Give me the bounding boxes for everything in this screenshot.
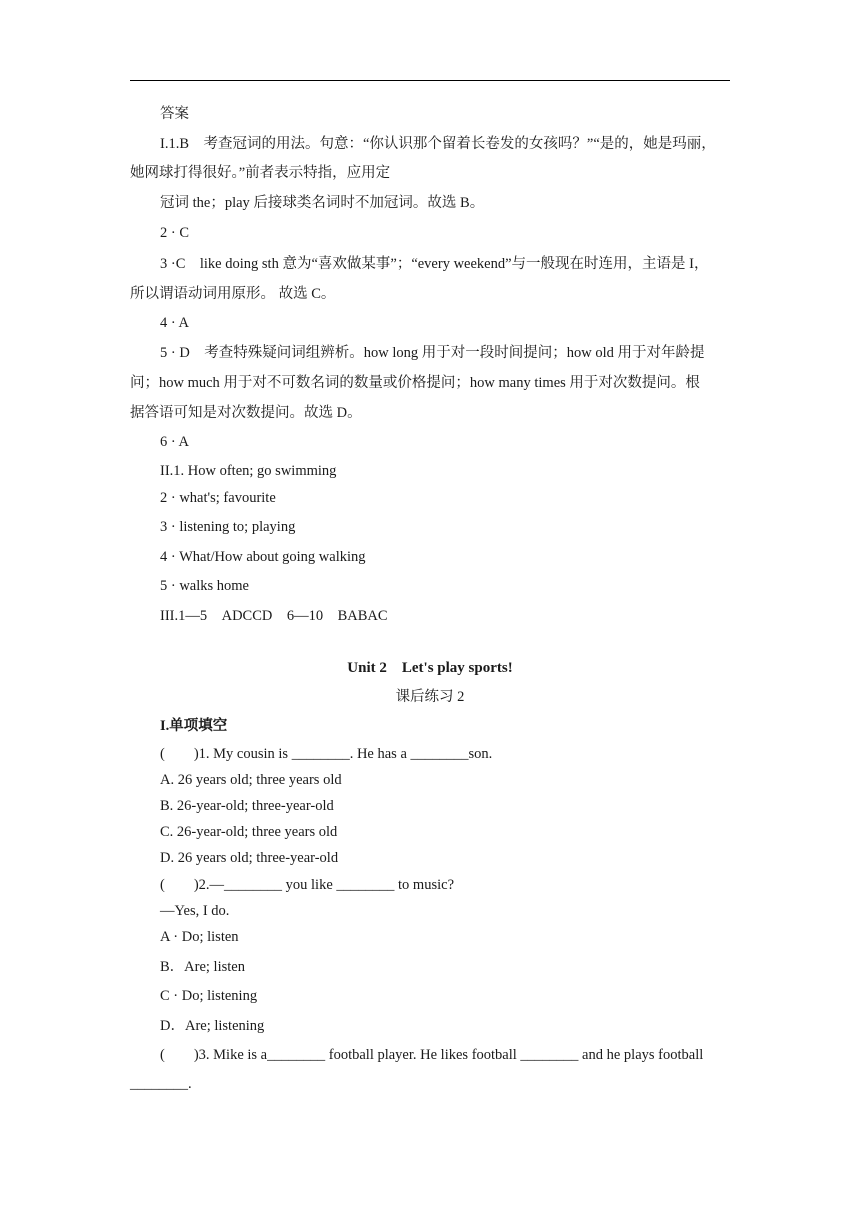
header-rule [130,80,730,81]
answer-3-line-1: 3 ·C like doing sth 意为“喜欢做某事”；“every weekend”与一般现在时连用，主语是 I， [160,256,709,272]
answer-ii-2: 2 · what's; favourite [160,490,276,506]
unit-title: Unit 2 Let's play sports! [347,660,513,676]
answer-4: 4 · A [160,315,189,331]
question-3-line-1: ( )3. Mike is a________ football player. He likes football ________ and he plays football [160,1047,704,1063]
answer-ii-5: 5 · walks home [160,578,249,594]
answer-iii: III.1—5 ADCCD 6—10 BABAC [160,608,388,624]
question-1-option-d: D. 26 years old; three-year-old [160,850,339,866]
question-3-line-2: ________. [130,1076,192,1092]
section-heading: I.单项填空 [160,718,228,734]
answer-ii-3: 3 · listening to; playing [160,519,296,535]
question-2: ( )2.—________ you like ________ to music? [160,877,455,893]
question-1: ( )1. My cousin is ________. He has a ________son. [160,746,493,762]
answer-1-line-1: I.1.B 考查冠词的用法。句意：“你认识那个留着长卷发的女孩吗？”“是的，她是玛丽， [160,136,716,152]
question-2-option-c: C · Do; listening [160,988,258,1004]
unit-subtitle: 课后练习 2 [395,689,465,705]
answer-6: 6 · A [160,434,189,450]
answer-5-line-3: 据答语可知是对次数提问。故选 D。 [130,405,362,421]
answers-heading: 答案 [160,106,189,122]
answer-1-line-2: 她网球打得很好。”前者表示特指，应用定 [130,165,391,181]
answer-3-line-2: 所以谓语动词用原形。 故选 C。 [130,286,336,302]
answer-2: 2 · C [160,225,189,241]
answer-5-line-1: 5 · D 考查特殊疑问词组辨析。how long 用于对一段时间提问；how old 用于对年龄提 [160,345,705,361]
answer-1-line-3: 冠词 the；play 后接球类名词时不加冠词。故选 B。 [160,195,485,211]
answer-ii-1: II.1. How often; go swimming [160,463,337,479]
question-2-option-d: D．Are; listening [160,1018,265,1034]
question-1-option-a: A. 26 years old; three years old [160,772,342,788]
question-1-option-c: C. 26-year-old; three years old [160,824,338,840]
question-2-option-a: A · Do; listen [160,929,239,945]
answer-5-line-2: 问；how much 用于对不可数名词的数量或价格提问；how many times 用于对次数提问。根 [130,375,700,391]
question-1-option-b: B. 26-year-old; three-year-old [160,798,334,814]
answer-ii-4: 4 · What/How about going walking [160,549,366,565]
question-2-response: —Yes, I do. [160,903,230,919]
question-2-option-b: B．Are; listen [160,959,245,975]
